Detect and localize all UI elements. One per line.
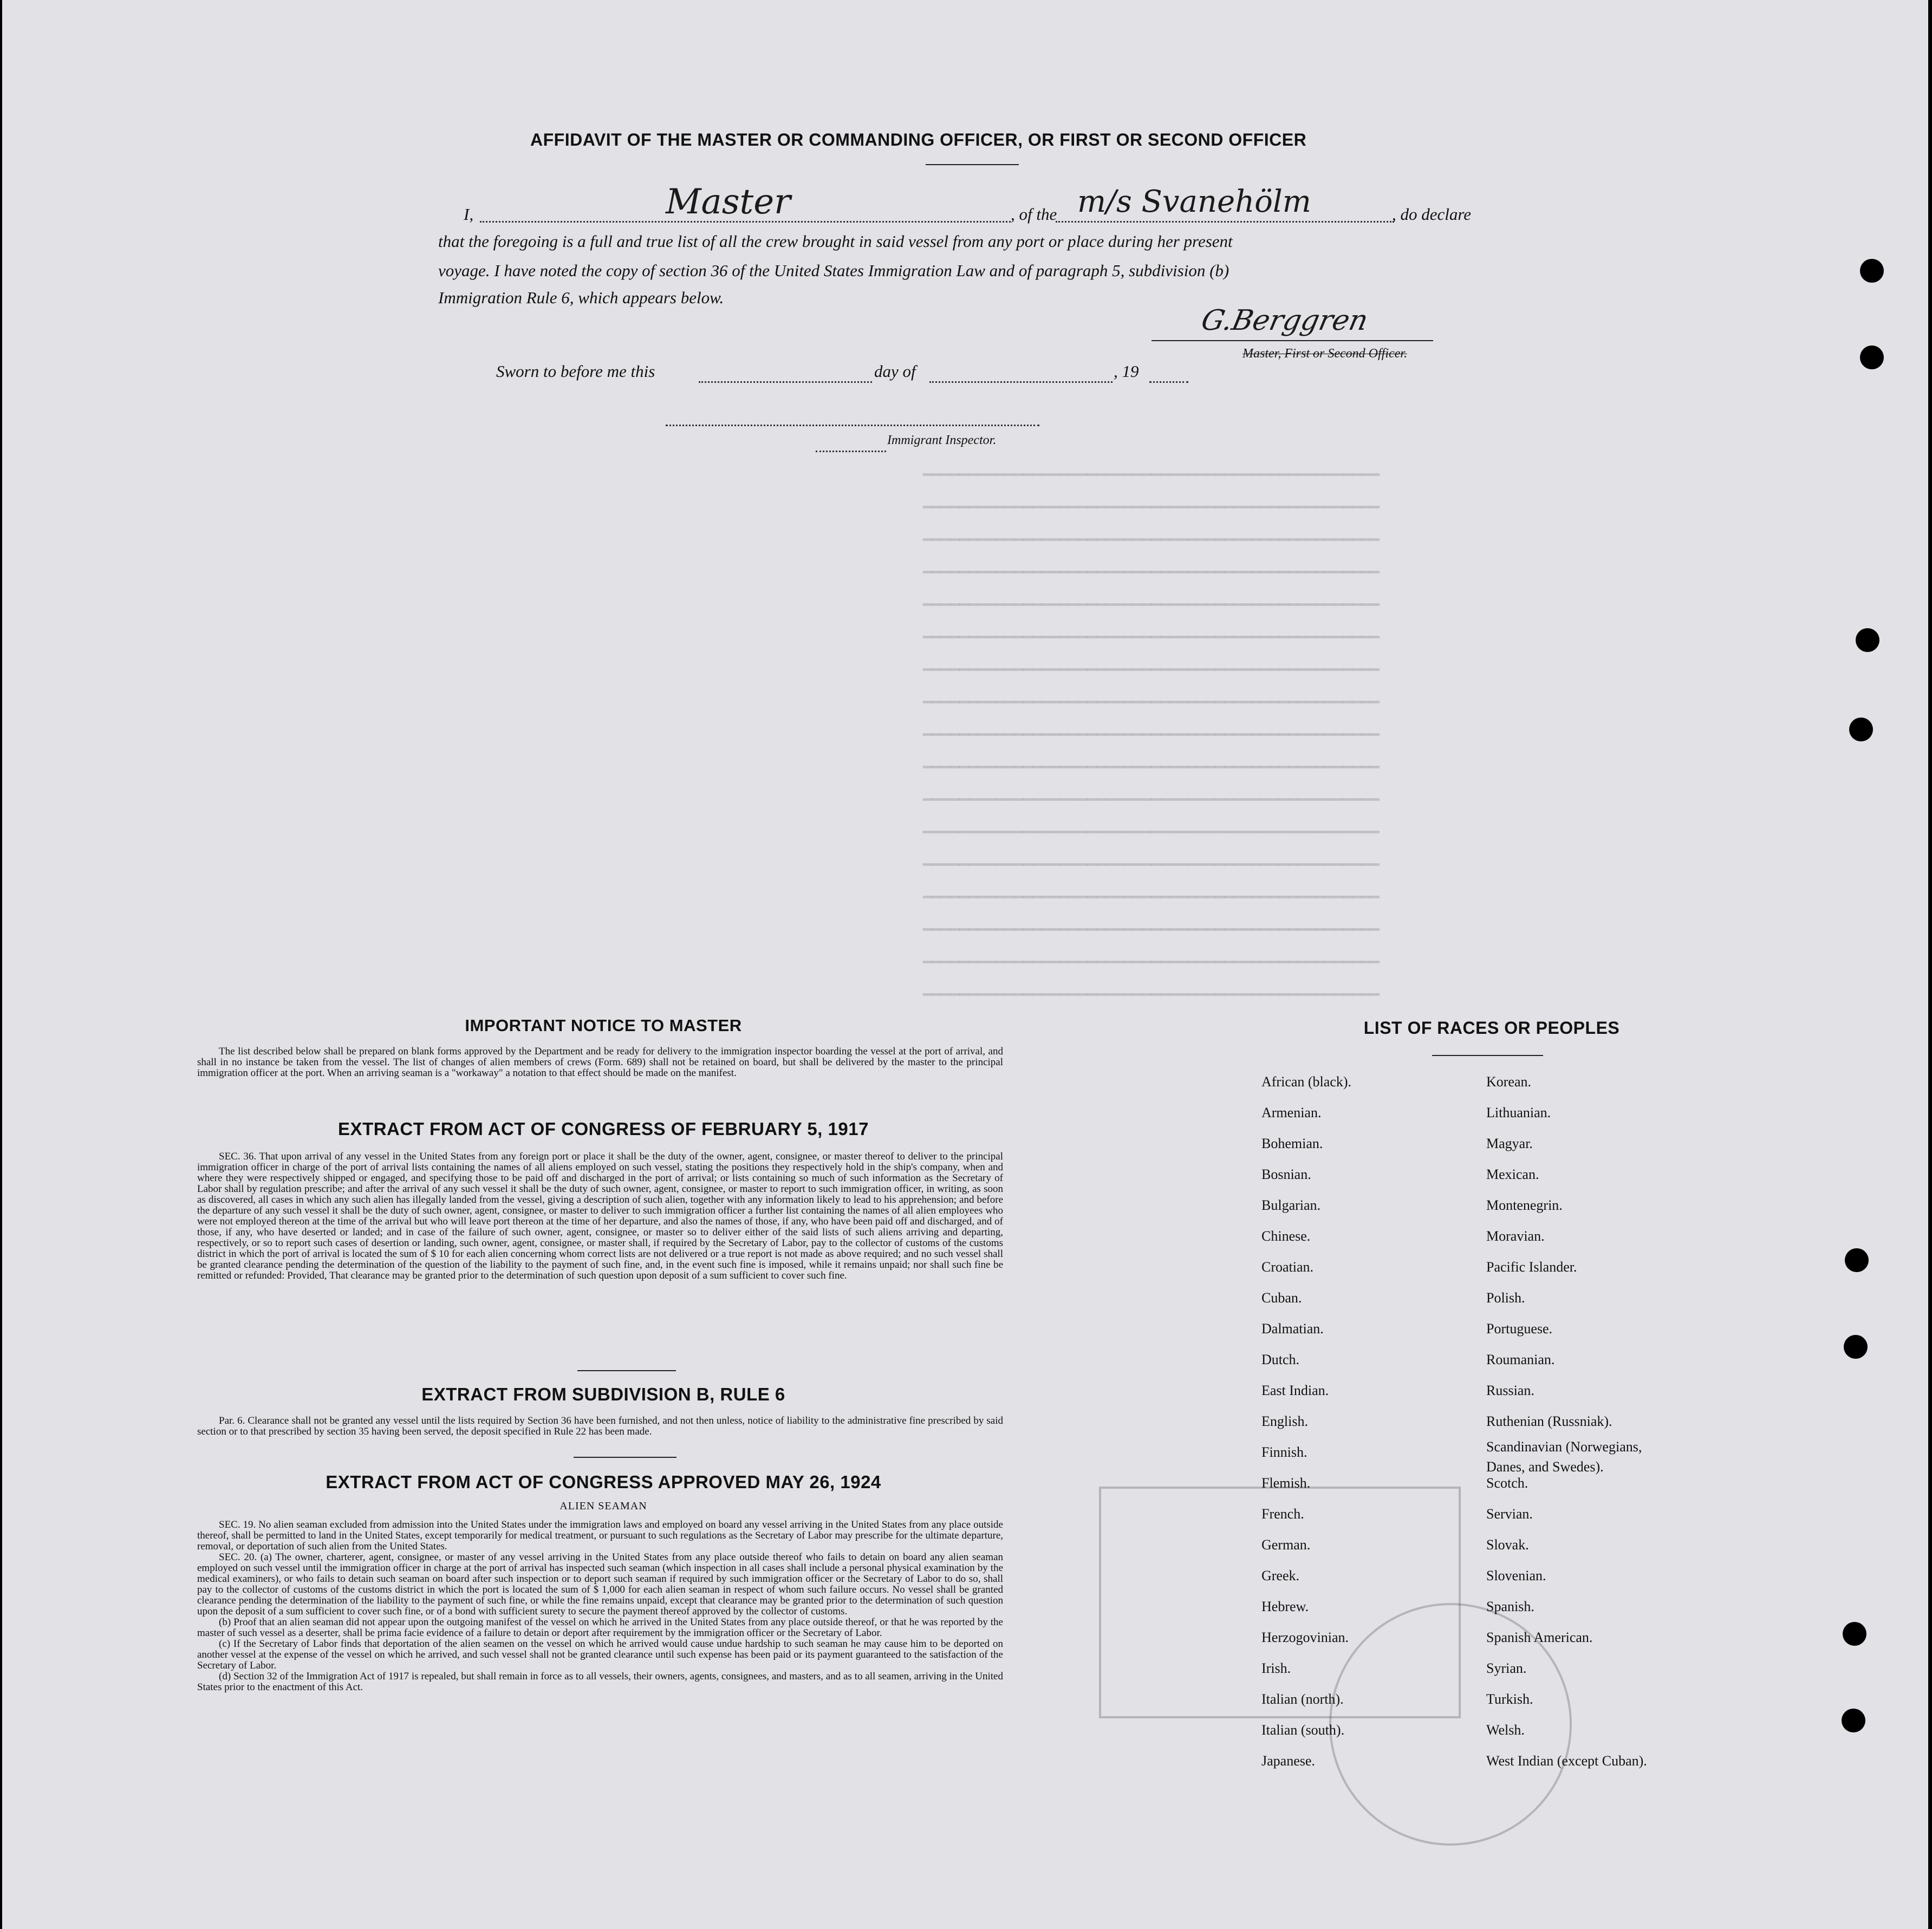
divider bbox=[577, 1370, 676, 1371]
vessel-field bbox=[1056, 219, 1394, 223]
races-divider bbox=[1432, 1055, 1543, 1056]
race-item: German. bbox=[1261, 1537, 1311, 1553]
of-the-text: , of the bbox=[1011, 205, 1057, 224]
race-item: African (black). bbox=[1261, 1074, 1352, 1090]
race-item: Slovak. bbox=[1486, 1537, 1529, 1553]
signature-caption: Master, First or Second Officer. bbox=[1243, 347, 1407, 361]
race-item: Magyar. bbox=[1486, 1136, 1533, 1151]
race-item: Syrian. bbox=[1486, 1660, 1527, 1676]
day-of-text: day of bbox=[874, 362, 916, 381]
race-item: Bosnian. bbox=[1261, 1166, 1311, 1182]
race-item: Spanish. bbox=[1486, 1599, 1534, 1614]
race-item: Herzogovinian. bbox=[1261, 1630, 1349, 1645]
race-item: Korean. bbox=[1486, 1074, 1532, 1090]
punch-hole bbox=[1843, 1622, 1866, 1646]
race-item: Cuban. bbox=[1261, 1290, 1302, 1306]
race-item: Scandinavian (Norwegians, bbox=[1486, 1439, 1642, 1455]
race-item: French. bbox=[1261, 1506, 1304, 1522]
race-item: Bohemian. bbox=[1261, 1136, 1323, 1151]
divider bbox=[574, 1457, 676, 1458]
notice-body bbox=[197, 1046, 1003, 1079]
race-item: Irish. bbox=[1261, 1660, 1291, 1676]
sec-20c-paragraph: (c) If the Secretary of Labor finds that deportation of the alien seamen on the vessel on which he arrived would cause undue hardship to such seaman he may cause him to be deported on another vessel at the expense of the vessel on which he arrived, and such vessel shall not be granted clearance until such expense has been paid or its payment guaranteed to the satisfaction of the Secretary of Labor. bbox=[197, 1638, 1003, 1671]
race-item: Scotch. bbox=[1486, 1475, 1528, 1491]
sec-20b-paragraph: (b) Proof that an alien seaman did not appear upon the outgoing manifest of the vessel on which he arrived in the United States from any place outside thereof, or that he was reported by the master of such vessel as a deserter, shall be prima facie evidence of a failure to detain or deport after requirement by the immigration officer or the Secretary of Labor. bbox=[197, 1617, 1003, 1639]
do-declare-text: , do declare bbox=[1392, 205, 1472, 224]
race-item: Servian. bbox=[1486, 1506, 1533, 1522]
inspector-signature-field bbox=[666, 422, 1039, 426]
race-item: Greek. bbox=[1261, 1568, 1300, 1583]
sworn-prefix: Sworn to before me this bbox=[496, 362, 655, 381]
punch-hole bbox=[1860, 259, 1884, 283]
punch-hole bbox=[1842, 1709, 1865, 1732]
par-6-paragraph: Par. 6. Clearance shall not be granted any vessel until the lists required by Section 36 have been furnished, and not then unless, notice of liability to the administrative fine prescribed by said section or to that prescribed by section 35 having been served, the deposit specified in Rule 22 has been made. bbox=[197, 1415, 1003, 1437]
race-item: Montenegrin. bbox=[1486, 1197, 1563, 1213]
notice-paragraph: The list described below shall be prepared on blank forms approved by the Department and be ready for delivery to the immigration inspector boarding the vessel at the port of arrival, and shall in no instance be taken from the vessel. The list of changes of alien members of crews (Form. 689) shall not be retained on board, but shall be delivered by the master to the principal immigration officer at the port. When an arriving seaman is a "workaway" a notation to that effect should be made on the manifest. bbox=[197, 1046, 1003, 1079]
extract-1924-body bbox=[197, 1520, 1003, 1693]
race-item: East Indian. bbox=[1261, 1383, 1329, 1398]
race-item: Chinese. bbox=[1261, 1228, 1311, 1244]
sec-36-paragraph: SEC. 36. That upon arrival of any vessel in the United States from any foreign port or place it shall be the duty of the owner, agent, consignee, or master thereof to deliver to the principal immigration officer in charge of the port of arrival lists containing the names of all aliens employed on such vessel, stating the positions they respectively hold in the ship's company, when and where they were respectively shipped or engaged, and specifying those to be paid off and discharged in the port of arrival; or lists containing so much of such information as the Secretary of Labor shall by regulation prescribe; and after the arrival of any such vessel it shall be the duty of such owner, agent, consignee, or master to report to such immigration officer, in writing, as soon as discovered, all cases in which any such alien has illegally landed from the vessel, giving a description of such alien, together with any information likely to lead to his apprehension; and before the departure of any such vessel it shall be the duty of such owner, agent, consignee, or master to deliver to such immigration officer a further list containing the names of all alien employees who were not employed thereon at the time of the arrival but who will leave port thereon at the time of her departure, and also the names of those, if any, who have been paid off and discharged, and of those, if any, who have deserted or landed; and in case of the failure of such owner, agent, consignee, or master so to deliver either of the said lists of such aliens arriving and departing, respectively, or so to report such cases of desertion or landing, such owner, agent, consignee, or master shall, if required by the Secretary of Labor, pay to the collector of customs of the customs district in which the port of arrival is located the sum of $ 10 for each alien concerning whom correct lists are not delivered or a true report is not made as above required; and no such vessel shall be granted clearance pending the determination of the question of the liability to the payment of such fine, and, in the event such fine is imposed, while it remains unpaid; nor shall such fine be remitted or refunded: Provided, That clearance may be granted prior to the determination of such question upon deposit of a sum sufficient to cover such fine. bbox=[197, 1151, 1003, 1281]
line1-prefix: I, bbox=[464, 205, 474, 224]
master-signature: G.Berggren bbox=[1198, 304, 1371, 337]
alien-seaman-subtitle: ALIEN SEAMAN bbox=[560, 1500, 647, 1512]
race-item: Italian (north). bbox=[1261, 1691, 1344, 1707]
race-item: Polish. bbox=[1486, 1290, 1525, 1306]
race-item: Russian. bbox=[1486, 1383, 1534, 1398]
race-item: Turkish. bbox=[1486, 1691, 1533, 1707]
race-item: Portuguese. bbox=[1486, 1321, 1553, 1337]
inspector-caption: Immigrant Inspector. bbox=[887, 433, 997, 447]
document-page: ━━━━━━━━━━━━━━━━━━━━━━━━━━━━━━━━━━━━━━━━━━━━━━━━━━ ━━━━━━━━━━━━━━━━━━━━━━━━━━━━━━━━━━━━━━━━━━━━━━━━━━ ━━━━━━━━━━━━━━━━━━━━━━━━━━━━━━━━━━━━━━━━━━━━━━━━━━ ━━━━━━━━━━━━━━━━━━━━━━━━━━━━━━━━━━━━━━━━━━━━━━━━━━ ━━━━━━━━━━━━━━━━━━━━━━━━━━━━━━━━━━━━━━━━━━━━━━━━━━ ━━━━━━━━━━━━━━━━━━━━━━━━━━━━━━━━━━━━━━━━━━━━━━━━━━ ━━━━━━━━━━━━━━━━━━━━━━━━━━━━━━━━━━━━━━━━━━━━━━━━━━ ━━━━━━━━━━━━━━━━━━━━━━━━━━━━━━━━━━━━━━━━━━━━━━━━━━ ━━━━━━━━━━━━━━━━━━━━━━━━━━━━━━━━━━━━━━━━━━━━━━━━━━ ━━━━━━━━━━━━━━━━━━━━━━━━━━━━━━━━━━━━━━━━━━━━━━━━━━ ━━━━━━━━━━━━━━━━━━━━━━━━━━━━━━━━━━━━━━━━━━━━━━━━━━ ━━━━━━━━━━━━━━━━━━━━━━━━━━━━━━━━━━━━━━━━━━━━━━━━━━ ━━━━━━━━━━━━━━━━━━━━━━━━━━━━━━━━━━━━━━━━━━━━━━━━━━ ━━━━━━━━━━━━━━━━━━━━━━━━━━━━━━━━━━━━━━━━━━━━━━━━━━ ━━━━━━━━━━━━━━━━━━━━━━━━━━━━━━━━━━━━━━━━━━━━━━━━━━ ━━━━━━━━━━━━━━━━━━━━━━━━━━━━━━━━━━━━━━━━━━━━━━━━━━ ━━━━━━━━━━━━━━━━━━━━━━━━━━━━━━━━━━━━━━━━━━━━━━━━━━ AFFIDAVIT OF THE MASTER OR COMMANDING OFFICER, OR FIRST OR SECOND OFFICER I, Master , of the m/s Svanehölm , do declare that the foregoing is a full and true list of all the crew brought in said vessel from any port or place during her present voyage. I have noted the copy of section 36 of the United States Immigration Law and of paragraph 5, subdivision (b) Immigration Rule 6, which appears below. G.Berggren Master, First or Second Officer. Sworn to before me this day of , 19 Immigrant Inspector. IMPORTANT NOTICE TO MASTER The list described below shall be prepared on blank forms approved by the Department and be ready for delivery to the immigration inspector boarding the vessel at the port of arrival, and shall in no instance be taken from the vessel. The list of changes of alien members of crews (Form. 689) shall not be retained on board, but shall be delivered by the master to the principal immigration officer at the port. When an arriving seaman is a "workaway" a notation to that effect should be made on the manifest. EXTRACT FROM ACT OF CONGRESS OF FEBRUARY 5, 1917 SEC. 36. That upon arrival of any vessel in the United States from any foreign port or place it shall be the duty of the owner, agent, consignee, or master thereof to deliver to the principal immigration officer in charge of the port of arrival lists containing the names of all aliens employed on such vessel, stating the positions they respectively hold in the ship's company, when and where they were respectively shipped or engaged, and specifying those to be paid off and discharged in the port of arrival; or lists containing so much of such information as the Secretary of Labor shall by regulation prescribe; and after the arrival of any such vessel it shall be the duty of such owner, agent, consignee, or master to report to such immigration officer, in writing, as soon as discovered, all cases in which any such alien has illegally landed from the vessel, giving a description of such alien, together with any information likely to lead to his apprehension; and before the departure of any such vessel it shall be the duty of such owner, agent, consignee, or master to deliver to such immigration officer a further list containing the names of all alien employees who were not employed thereon at the time of the arrival but who will leave port thereon at the time of her departure, and also the names of those, if any, who have been paid off and discharged, and of those, if any, who have deserted or landed; and in case of the failure of such owner, agent, consignee, or master so to deliver either of the said lists of such aliens arriving and departing, respectively, or so to report such cases of desertion or landing, such owner, agent, consignee, or master shall, if required by the Secretary of Labor, pay to the collector of customs of the customs district in which the port of arrival is located the sum of $ 10 for each alien concerning whom correct lists are not delivered or a true report is not made as above required; and no such vessel shall be granted clearance pending the determination of the question of the liability to the payment of such fine, and, in the event such fine is imposed, while it remains unpaid; nor shall such fine be remitted or refunded: Provided, That clearance may be granted prior to the determination of such question upon deposit of a sum sufficient to cover such fine. EXTRACT FROM SUBDIVISION B, RULE 6 Par. 6. Clearance shall not be granted any vessel until the lists required by Section 36 have been furnished, and not then unless, notice of liability to the administrative fine prescribed by said section or to that prescribed by section 35 having been served, the deposit specified in Rule 22 has been made. EXTRACT FROM ACT OF CONGRESS APPROVED MAY 26, 1924 ALIEN SEAMAN SEC. 19. No alien seaman excluded from admission into the United States under the immigration laws and employed on board any vessel arriving in the United States from any place outside thereof, shall be permitted to land in the United States, except temporarily for medical treatment, or pursuant to such regulations as the Secretary of Labor may prescribe for the ultimate departure, removal, or deportation of such alien from the United States. SEC. 20. (a) The owner, charterer, agent, consignee, or master of any vessel arriving in the United States from any place outside thereof who fails to detain on board any alien seaman employed on such vessel until the immigration officer in charge at the port of arrival has inspected such seaman (which inspection in all cases shall include a personal physical examination by the medical examiners), or who fails to detain such seaman on board after such inspection or to deport such seaman if required by such immigration officer or the Secretary of Labor to do so, shall pay to the collector of customs of the customs district in which the port is located the sum of $ 1,000 for each alien seaman in respect of whom such failure occurs. No vessel shall be granted clearance pending the determination of the liability to the payment of such fine, or while the fine remains unpaid, except that clearance may be granted prior to the determination of such question upon the deposit of a sum sufficient to cover such fine, or of a bond with sufficient surety to secure the payment thereof approved by the collector of customs. (b) Proof that an alien seaman did not appear upon the outgoing manifest of the vessel on which he arrived in the United States from any place outside thereof, or that he was reported by the master of such vessel as a deserter, shall be prima facie evidence of a failure to detain or deport after requirement by the immigration officer or the Secretary of Labor. (c) If the Secretary of Labor finds that deportation of the alien seamen on the vessel on which he arrived would cause undue hardship to such seaman he may cause him to be deported on another vessel at the expense of the vessel on which he arrived, and such vessel shall not be granted clearance until such expense has been paid or its payment guaranteed to the satisfaction of the Secretary of Labor. (d) Section 32 of the Immigration Act of 1917 is repealed, but shall remain in force as to all vessels, their owners, agents, consignees, and masters, and as to all seamen, arriving in the United States prior to the enactment of this Act. LIST OF RACES OR PEOPLES African (black). Armenian. Bohemian. Bosnian. Bulgarian. Chinese. Croatian. Cuban. Dalmatian. Dutch. East Indian. English. Finnish. Flemish. French. German. Greek. Hebrew. Herzogovinian. Irish. Italian (north). Italian (south). Japanese. Korean. Lithuanian. Magyar. Mexican. Montenegrin. Moravian. Pacific Islander. Polish. Portuguese. Roumanian. Russian. Ruthenian (Russniak). Scandinavian (Norwegians, Danes, and Swedes). Scotch. Servian. Slovak. Slovenian. Spanish. Spanish American. Syrian. Turkish. Welsh. West Indian (except Cuban). bbox=[2, 0, 1928, 1929]
race-item: Welsh. bbox=[1486, 1722, 1525, 1738]
race-item: Bulgarian. bbox=[1261, 1197, 1321, 1213]
sec-20d-paragraph: (d) Section 32 of the Immigration Act of 1917 is repealed, but shall remain in force as to all vessels, their owners, agents, consignees, and masters, and as to all seamen, arriving in the United States prior to the enactment of this Act. bbox=[197, 1671, 1003, 1693]
race-item: Roumanian. bbox=[1486, 1352, 1555, 1367]
race-item: Ruthenian (Russniak). bbox=[1486, 1413, 1612, 1429]
sworn-month-field bbox=[929, 379, 1113, 383]
punch-hole bbox=[1845, 1248, 1869, 1272]
sec-20a-paragraph: SEC. 20. (a) The owner, charterer, agent, consignee, or master of any vessel arriving in the United States from any place outside thereof who fails to detain on board any alien seaman employed on such vessel until the immigration officer in charge at the port of arrival has inspected such seaman (which inspection in all cases shall include a personal physical examination by the medical examiners), or who fails to detain such seaman on board after such inspection or to deport such seaman if required by such immigration officer or the Secretary of Labor to do so, shall pay to the collector of customs of the customs district in which the port is located the sum of $ 1,000 for each alien seaman in respect of whom such failure occurs. No vessel shall be granted clearance pending the determination of the liability to the payment of such fine, or while the fine remains unpaid, except that clearance may be granted prior to the determination of such question upon the deposit of a sum sufficient to cover such fine, or of a bond with sufficient surety to secure the payment thereof approved by the collector of customs. bbox=[197, 1552, 1003, 1617]
notice-title: IMPORTANT NOTICE TO MASTER bbox=[465, 1016, 742, 1035]
race-item: Hebrew. bbox=[1261, 1599, 1309, 1614]
extract-1917-body bbox=[197, 1151, 1003, 1281]
extract-rule6-title: EXTRACT FROM SUBDIVISION B, RULE 6 bbox=[421, 1384, 785, 1404]
race-item: Armenian. bbox=[1261, 1105, 1322, 1120]
sworn-day-field bbox=[699, 379, 872, 383]
punch-hole bbox=[1844, 1335, 1868, 1359]
race-item: Moravian. bbox=[1486, 1228, 1545, 1244]
sec-19-paragraph: SEC. 19. No alien seaman excluded from admission into the United States under the immigration laws and employed on board any vessel arriving in the United States from any place outside thereof, shall be permitted to land in the United States, except temporarily for medical treatment, or pursuant to such regulations as the Secretary of Labor may prescribe for the ultimate departure, removal, or deportation of such alien from the United States. bbox=[197, 1519, 1003, 1552]
punch-hole bbox=[1860, 346, 1884, 369]
title-divider bbox=[926, 164, 1019, 165]
affidavit-line-3: voyage. I have noted the copy of section 36 of the United States Immigration Law and of paragraph 5, subdivision (b) bbox=[438, 261, 1230, 280]
extract-rule6-body bbox=[197, 1416, 1003, 1437]
races-title: LIST OF RACES OR PEOPLES bbox=[1363, 1018, 1620, 1038]
extract-1917-title: EXTRACT FROM ACT OF CONGRESS OF FEBRUARY 5, 1917 bbox=[338, 1119, 869, 1139]
year-prefix: , 19 bbox=[1114, 362, 1139, 381]
race-item: Dutch. bbox=[1261, 1352, 1300, 1367]
race-item: English. bbox=[1261, 1413, 1308, 1429]
affidavit-line-4: Immigration Rule 6, which appears below. bbox=[438, 288, 724, 307]
race-item: Japanese. bbox=[1261, 1753, 1315, 1769]
race-item: Danes, and Swedes). bbox=[1486, 1459, 1604, 1475]
vessel-handwritten: m/s Svanehölm bbox=[1077, 184, 1311, 219]
signature-underline bbox=[1152, 340, 1433, 341]
affidavit-line-2: that the foregoing is a full and true list of all the crew brought in said vessel from any port or place during her present bbox=[438, 232, 1233, 251]
race-item: Croatian. bbox=[1261, 1259, 1314, 1275]
race-item: Italian (south). bbox=[1261, 1722, 1345, 1738]
extract-1924-title: EXTRACT FROM ACT OF CONGRESS APPROVED MAY 26, 1924 bbox=[326, 1472, 881, 1492]
rank-handwritten: Master bbox=[666, 182, 791, 222]
race-item: West Indian (except Cuban). bbox=[1486, 1753, 1647, 1769]
sworn-year-field bbox=[1149, 379, 1188, 383]
race-item: Slovenian. bbox=[1486, 1568, 1546, 1583]
race-item: Dalmatian. bbox=[1261, 1321, 1324, 1337]
race-item: Flemish. bbox=[1261, 1475, 1311, 1491]
inspector-field bbox=[816, 448, 886, 452]
race-item: Finnish. bbox=[1261, 1444, 1307, 1460]
race-item: Pacific Islander. bbox=[1486, 1259, 1577, 1275]
race-item: Mexican. bbox=[1486, 1166, 1539, 1182]
punch-hole bbox=[1856, 628, 1879, 652]
race-item: Lithuanian. bbox=[1486, 1105, 1551, 1120]
punch-hole bbox=[1849, 718, 1873, 741]
race-item: Spanish American. bbox=[1486, 1630, 1593, 1645]
affidavit-title: AFFIDAVIT OF THE MASTER OR COMMANDING OFFICER, OR FIRST OR SECOND OFFICER bbox=[530, 130, 1307, 149]
